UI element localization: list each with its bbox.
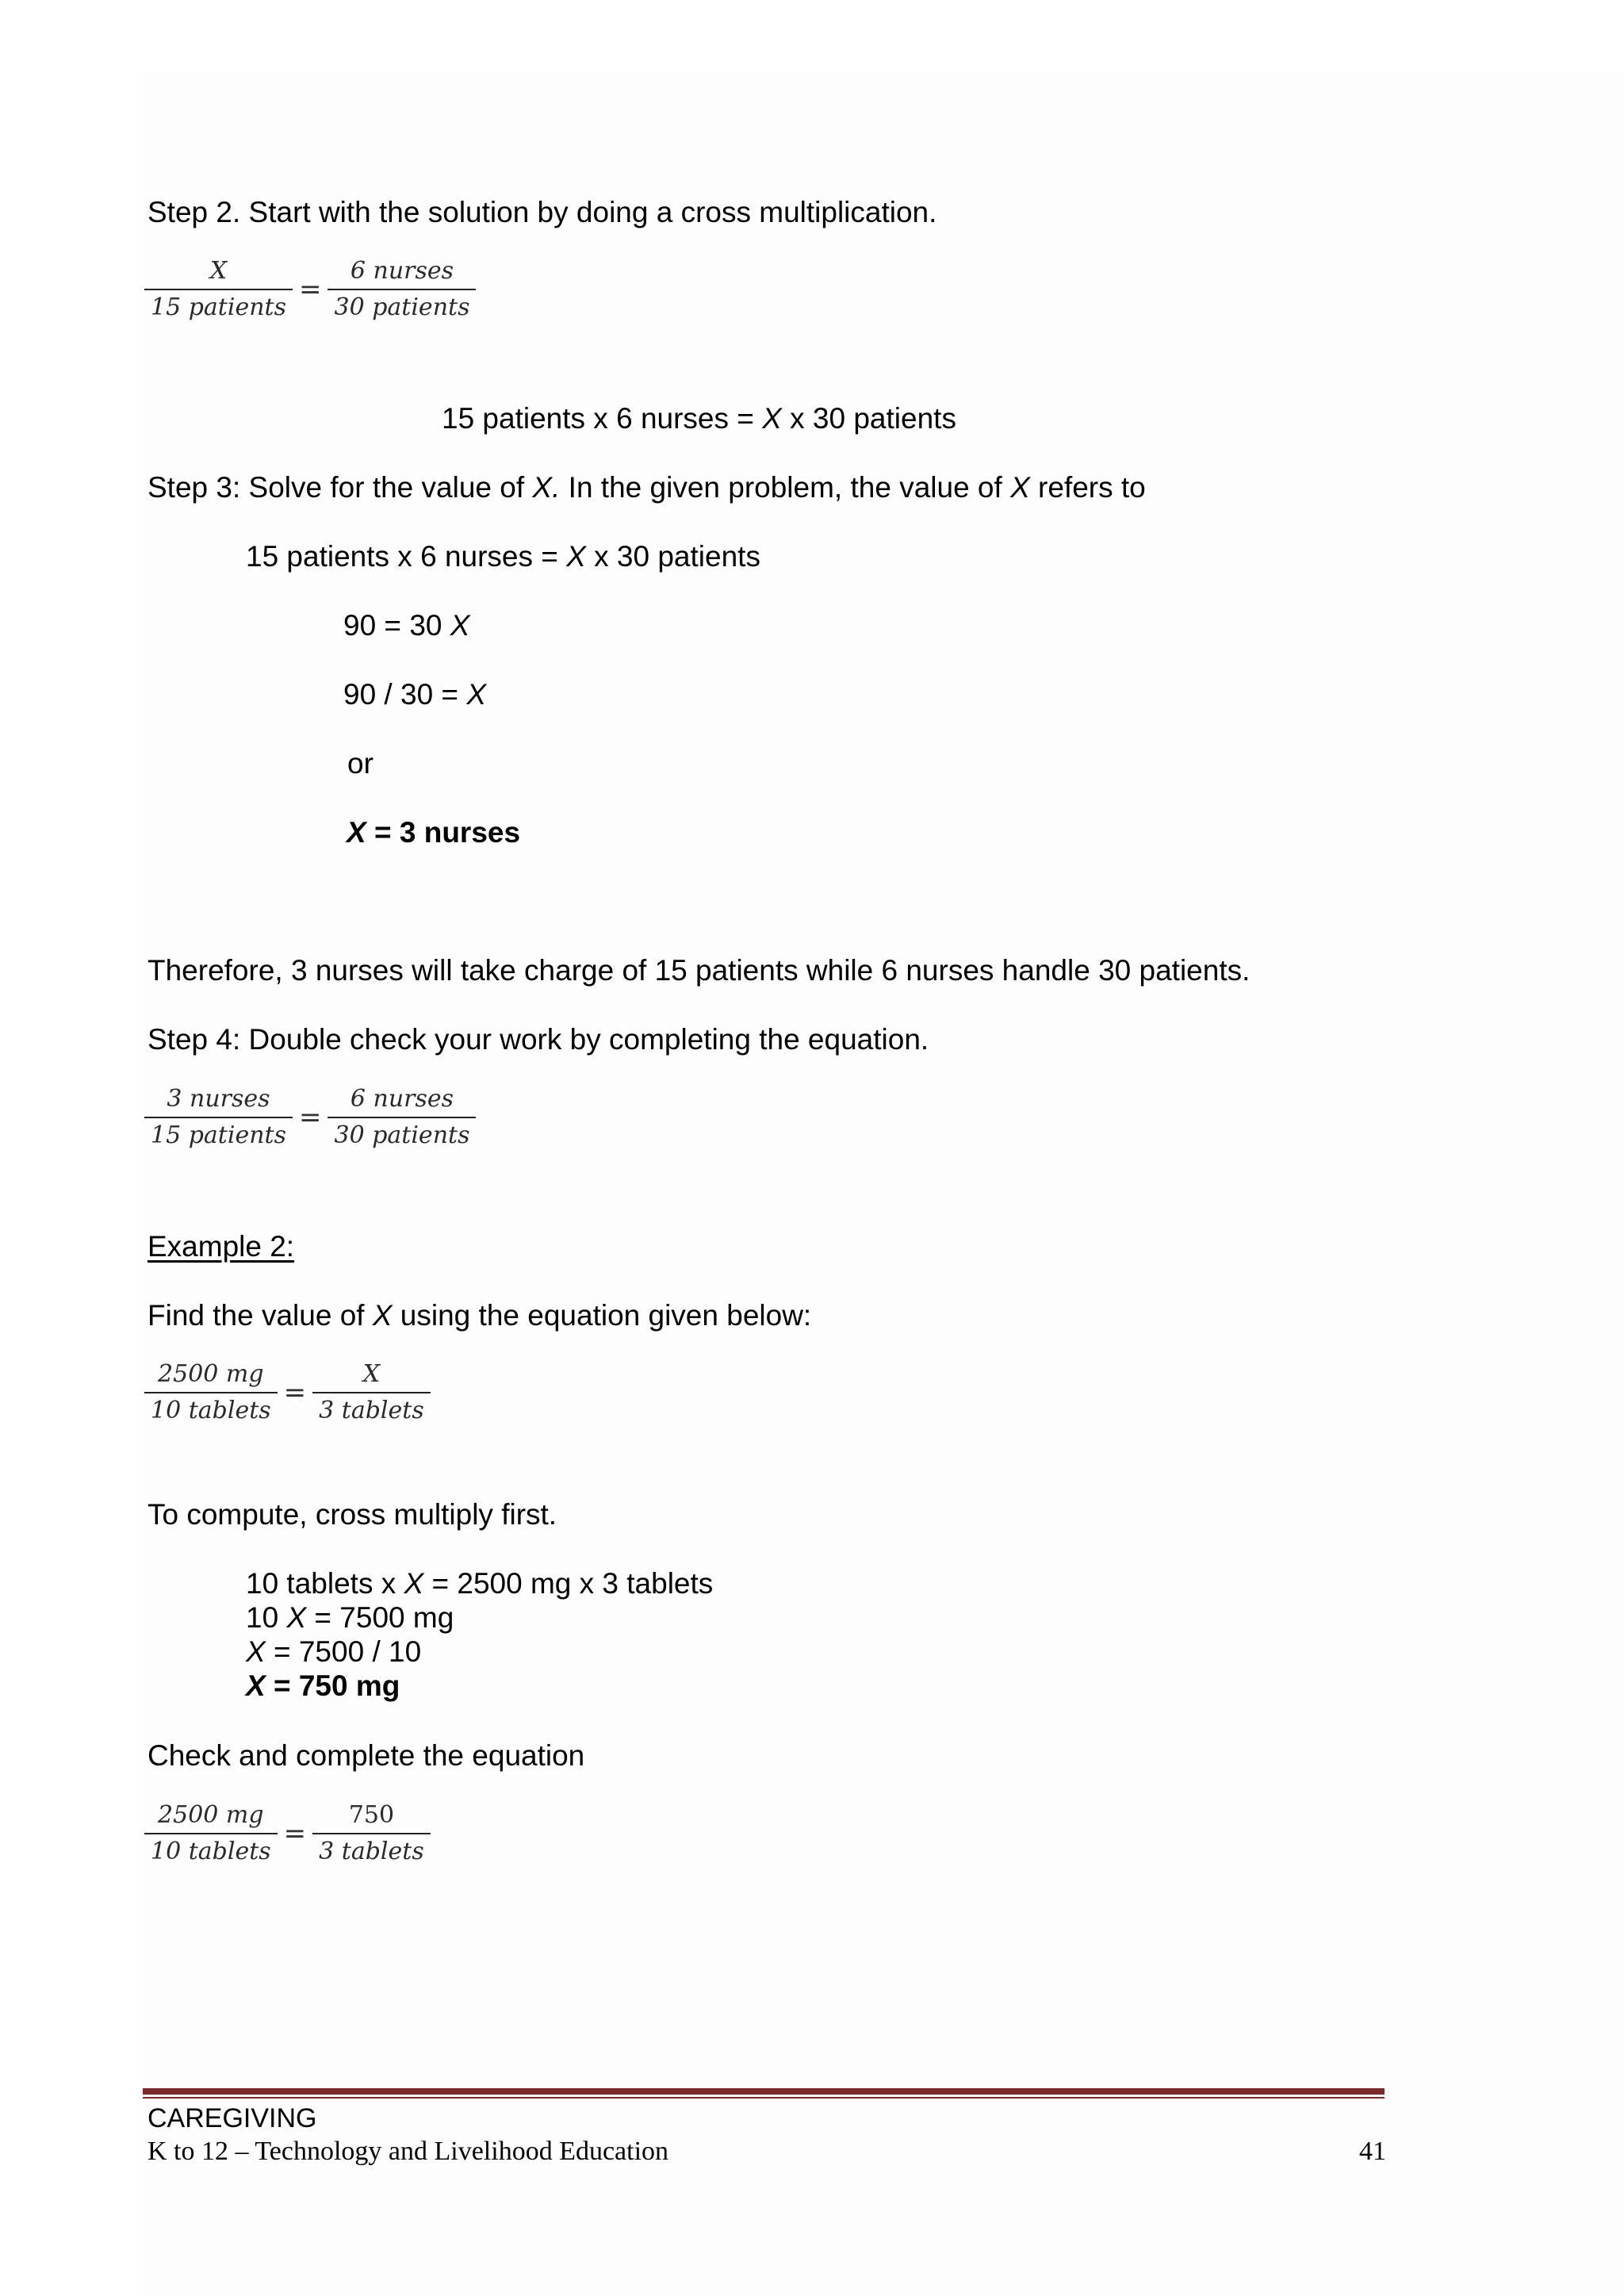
variable-x: X (404, 1567, 424, 1600)
text: refers to (1029, 471, 1146, 504)
text: = 7500 mg (306, 1601, 454, 1634)
equation-3 (144, 1357, 431, 1428)
text: 90 = 30 (343, 609, 450, 642)
compute-text: To compute, cross multiply first. (147, 1498, 557, 1531)
text: 90 / 30 = (343, 678, 467, 711)
cross-multiplication-line (442, 401, 956, 436)
step2-text: Step 2. Start with the solution by doing a cross multiplication. (147, 196, 937, 228)
text: 10 (246, 1601, 287, 1634)
denominator: 10 tablets (151, 1838, 271, 1865)
footer-subject: CAREGIVING (147, 2103, 317, 2133)
denominator: 15 patients (151, 293, 286, 321)
fraction (312, 1798, 431, 1869)
fraction (144, 1798, 278, 1869)
text: In the given problem, the value of (560, 471, 1011, 504)
text: 15 patients x 6 nurses = (442, 402, 763, 435)
equals-sign: = (298, 1102, 322, 1133)
variable-x: X (466, 678, 487, 711)
text: x 30 patients (585, 540, 760, 573)
calc-line (343, 608, 469, 643)
equals-sign: = (283, 1818, 307, 1849)
text: Step 3: Solve for the value of (147, 471, 533, 504)
text: = 750 mg (265, 1669, 400, 1702)
calc-line (246, 1566, 713, 1601)
fraction (312, 1357, 431, 1428)
variable-x: X (372, 1299, 393, 1332)
text: 15 patients x 6 nurses = (246, 540, 567, 573)
equation-2 (144, 1082, 476, 1153)
equation-1 (144, 254, 476, 325)
calc-line (246, 1600, 454, 1635)
denominator: 15 patients (151, 1121, 286, 1149)
numerator: 2500 mg (158, 1801, 264, 1829)
denominator: 30 patients (334, 293, 470, 321)
answer-line (246, 1669, 400, 1704)
variable-x: X (246, 1669, 266, 1702)
variable-x: X (566, 540, 586, 573)
find-text (147, 1298, 811, 1333)
text: = 7500 / 10 (265, 1635, 422, 1668)
numerator: 750 (348, 1801, 395, 1829)
numerator: 6 nurses (350, 1085, 454, 1113)
equals-sign: = (283, 1377, 307, 1409)
text: 10 tablets x (246, 1567, 404, 1600)
numerator: 3 nurses (167, 1085, 270, 1113)
check-text: Check and complete the equation (147, 1739, 585, 1772)
fraction (144, 254, 293, 325)
footer-rule-thick (143, 2088, 1385, 2095)
step4-text: Step 4: Double check your work by completing the equation. (147, 1023, 929, 1056)
footer-program: K to 12 – Technology and Livelihood Education (147, 2137, 669, 2166)
variable-x: X (762, 402, 782, 435)
variable-x: X (450, 609, 470, 642)
equation-4 (144, 1798, 431, 1869)
calc-line (343, 677, 486, 712)
therefore-text: Therefore, 3 nurses will take charge of 15 patients while 6 nurses handle 30 patients. (147, 954, 1251, 987)
text: using the equation given below: (392, 1299, 812, 1332)
step3-text (147, 470, 1146, 505)
fraction (327, 1082, 476, 1153)
text: Find the value of (147, 1299, 373, 1332)
text: = 2500 mg x 3 tablets (423, 1567, 714, 1600)
footer-rule-thin (143, 2097, 1385, 2099)
text: x 30 patients (781, 402, 956, 435)
numerator: X (209, 257, 228, 285)
text: = 3 nurses (366, 816, 521, 849)
variable-x: X. (532, 471, 561, 504)
variable-x: X (1010, 471, 1030, 504)
example2-heading: Example 2: (147, 1230, 295, 1263)
variable-x: X (286, 1601, 307, 1634)
numerator: X (362, 1360, 381, 1388)
denominator: 30 patients (334, 1121, 470, 1149)
page-number: 41 (1359, 2137, 1386, 2166)
variable-x: X (246, 1635, 266, 1668)
numerator: 6 nurses (350, 257, 454, 285)
fraction (144, 1082, 293, 1153)
denominator: 3 tablets (319, 1838, 424, 1865)
denominator: 3 tablets (319, 1397, 424, 1424)
fraction (144, 1357, 278, 1428)
or-text: or (347, 747, 373, 780)
answer-line (347, 815, 520, 850)
equals-sign: = (298, 274, 322, 305)
variable-x: X (347, 816, 366, 849)
fraction (327, 254, 476, 325)
cross-multiplication-line (246, 539, 760, 574)
numerator: 2500 mg (158, 1360, 264, 1388)
calc-line (246, 1635, 421, 1669)
denominator: 10 tablets (151, 1397, 271, 1424)
